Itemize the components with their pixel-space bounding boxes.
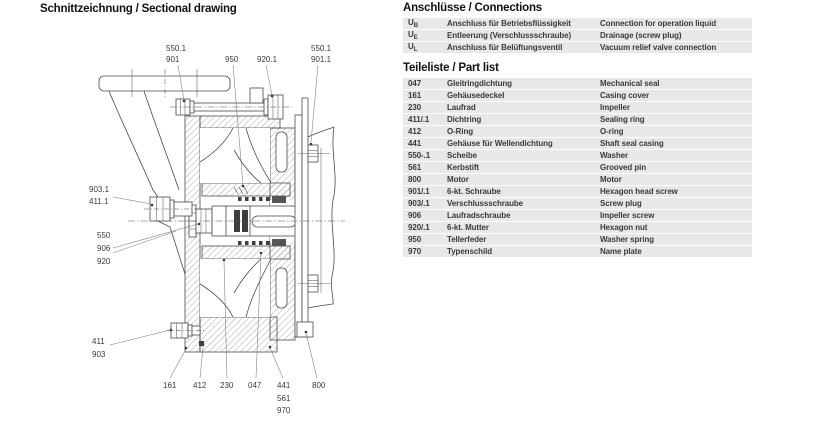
part-en: Mechanical seal xyxy=(600,79,660,88)
part-number: 230 xyxy=(408,103,422,112)
partlist-title: Teileliste / Part list xyxy=(403,62,499,74)
part-number: 047 xyxy=(408,79,422,88)
table-row xyxy=(403,198,752,209)
connections-title: Anschlüsse / Connections xyxy=(403,2,542,14)
callout-906: 906 xyxy=(97,244,111,253)
callout-950: 950 xyxy=(225,55,239,64)
connection-en: Drainage (screw plug) xyxy=(600,31,682,40)
part-en: Impeller screw xyxy=(600,211,655,220)
part-de: Motor xyxy=(447,175,469,184)
callout-161: 161 xyxy=(163,381,177,390)
part-en: Impeller xyxy=(600,103,630,112)
part-en: Name plate xyxy=(600,247,642,256)
symbol-sub: B xyxy=(413,23,418,29)
callout-901-1: 901.1 xyxy=(311,55,332,64)
part-en: Grooved pin xyxy=(600,163,647,172)
symbol-sub: L xyxy=(413,47,418,53)
part-de: Verschlussschraube xyxy=(447,199,524,208)
callout-411: 411 xyxy=(92,337,105,346)
part-en: Motor xyxy=(600,175,622,184)
part-en: Screw plug xyxy=(600,199,642,208)
part-de: Kerbstift xyxy=(447,163,479,172)
part-de: 6-kt. Schraube xyxy=(447,187,501,196)
connection-symbol xyxy=(403,41,447,54)
table-row xyxy=(403,246,752,257)
connections-table xyxy=(403,18,752,53)
pump-outline xyxy=(99,69,345,352)
table-row xyxy=(403,42,752,53)
symbol-u: U xyxy=(408,18,414,27)
part-de: Gehäusedeckel xyxy=(447,91,505,100)
table-row xyxy=(403,126,752,137)
callout-920-1: 920.1 xyxy=(257,55,278,64)
connection-de: Entleerung (Verschlussschraube) xyxy=(447,31,572,40)
table-row xyxy=(403,162,752,173)
part-number: 920/.1 xyxy=(408,223,430,232)
part-en: Casing cover xyxy=(600,91,650,100)
callout-920: 920 xyxy=(97,257,111,266)
part-de: Laufradschraube xyxy=(447,211,511,220)
connection-en: Vacuum relief valve connection xyxy=(600,43,717,52)
symbol-u: U xyxy=(408,42,414,51)
table-row xyxy=(403,90,752,101)
part-number: 901/.1 xyxy=(408,187,430,196)
symbol-sub: E xyxy=(413,35,418,41)
part-en: Shaft seal casing xyxy=(600,139,664,148)
partlist-table xyxy=(403,78,752,257)
table-row xyxy=(403,18,752,29)
callout-411-1: 411.1 xyxy=(89,197,109,206)
table-row xyxy=(403,30,752,41)
part-en: Washer spring xyxy=(600,235,654,244)
part-number: 950 xyxy=(408,235,422,244)
symbol-u: U xyxy=(408,30,414,39)
part-de: Dichtring xyxy=(447,115,482,124)
part-de: O-Ring xyxy=(447,127,474,136)
part-en: Washer xyxy=(600,151,629,160)
part-de: Scheibe xyxy=(447,151,477,160)
table-row xyxy=(403,78,752,89)
part-number: 550-.1 xyxy=(408,151,431,160)
table-row xyxy=(403,138,752,149)
callout-903: 903 xyxy=(92,350,106,359)
table-row xyxy=(403,102,752,113)
callout-800: 800 xyxy=(312,381,326,390)
part-number: 412 xyxy=(408,127,422,136)
part-de: Typenschild xyxy=(447,247,492,256)
part-number: 411/.1 xyxy=(408,115,430,124)
part-en: O-ring xyxy=(600,127,624,136)
callout-441: 441 xyxy=(277,381,291,390)
callout-901: 901 xyxy=(166,55,180,64)
table-row xyxy=(403,150,752,161)
table-row xyxy=(403,222,752,233)
part-en: Sealing ring xyxy=(600,115,645,124)
table-row xyxy=(403,186,752,197)
table-row xyxy=(403,174,752,185)
table-row xyxy=(403,114,752,125)
callout-550: 550 xyxy=(97,231,111,240)
callout-903-1: 903.1 xyxy=(89,185,110,194)
part-number: 161 xyxy=(408,91,422,100)
connection-de: Anschluss für Belüftungsventil xyxy=(447,43,563,52)
part-de: Laufrad xyxy=(447,103,476,112)
part-number: 561 xyxy=(408,163,422,172)
callout-047: 047 xyxy=(248,381,262,390)
callout-230: 230 xyxy=(220,381,234,390)
part-number: 800 xyxy=(408,175,422,184)
part-number: 970 xyxy=(408,247,422,256)
callout-412: 412 xyxy=(193,381,207,390)
part-en: Hexagon head screw xyxy=(600,187,678,196)
part-de: Gehäuse für Wellendichtung xyxy=(447,139,553,148)
right-panel xyxy=(403,0,752,258)
callout-550-1-top: 550.1 xyxy=(166,44,187,53)
callout-970: 970 xyxy=(277,406,291,415)
part-number: 441 xyxy=(408,139,422,148)
part-number: 903/.1 xyxy=(408,199,430,208)
drawing-title: Schnittzeichnung / Sectional drawing xyxy=(40,3,237,15)
part-en: Hexagon nut xyxy=(600,223,648,232)
callout-550-1-right: 550.1 xyxy=(311,44,332,53)
connection-de: Anschluss für Betriebsflüssigkeit xyxy=(447,19,571,28)
callout-561: 561 xyxy=(277,394,291,403)
part-number: 906 xyxy=(408,211,422,220)
part-de: 6-kt. Mutter xyxy=(447,223,489,232)
part-de: Gleitringdichtung xyxy=(447,79,512,88)
connection-en: Connection for operation liquid xyxy=(600,19,717,28)
part-de: Tellerfeder xyxy=(447,235,487,244)
table-row xyxy=(403,234,752,245)
table-row xyxy=(403,210,752,221)
